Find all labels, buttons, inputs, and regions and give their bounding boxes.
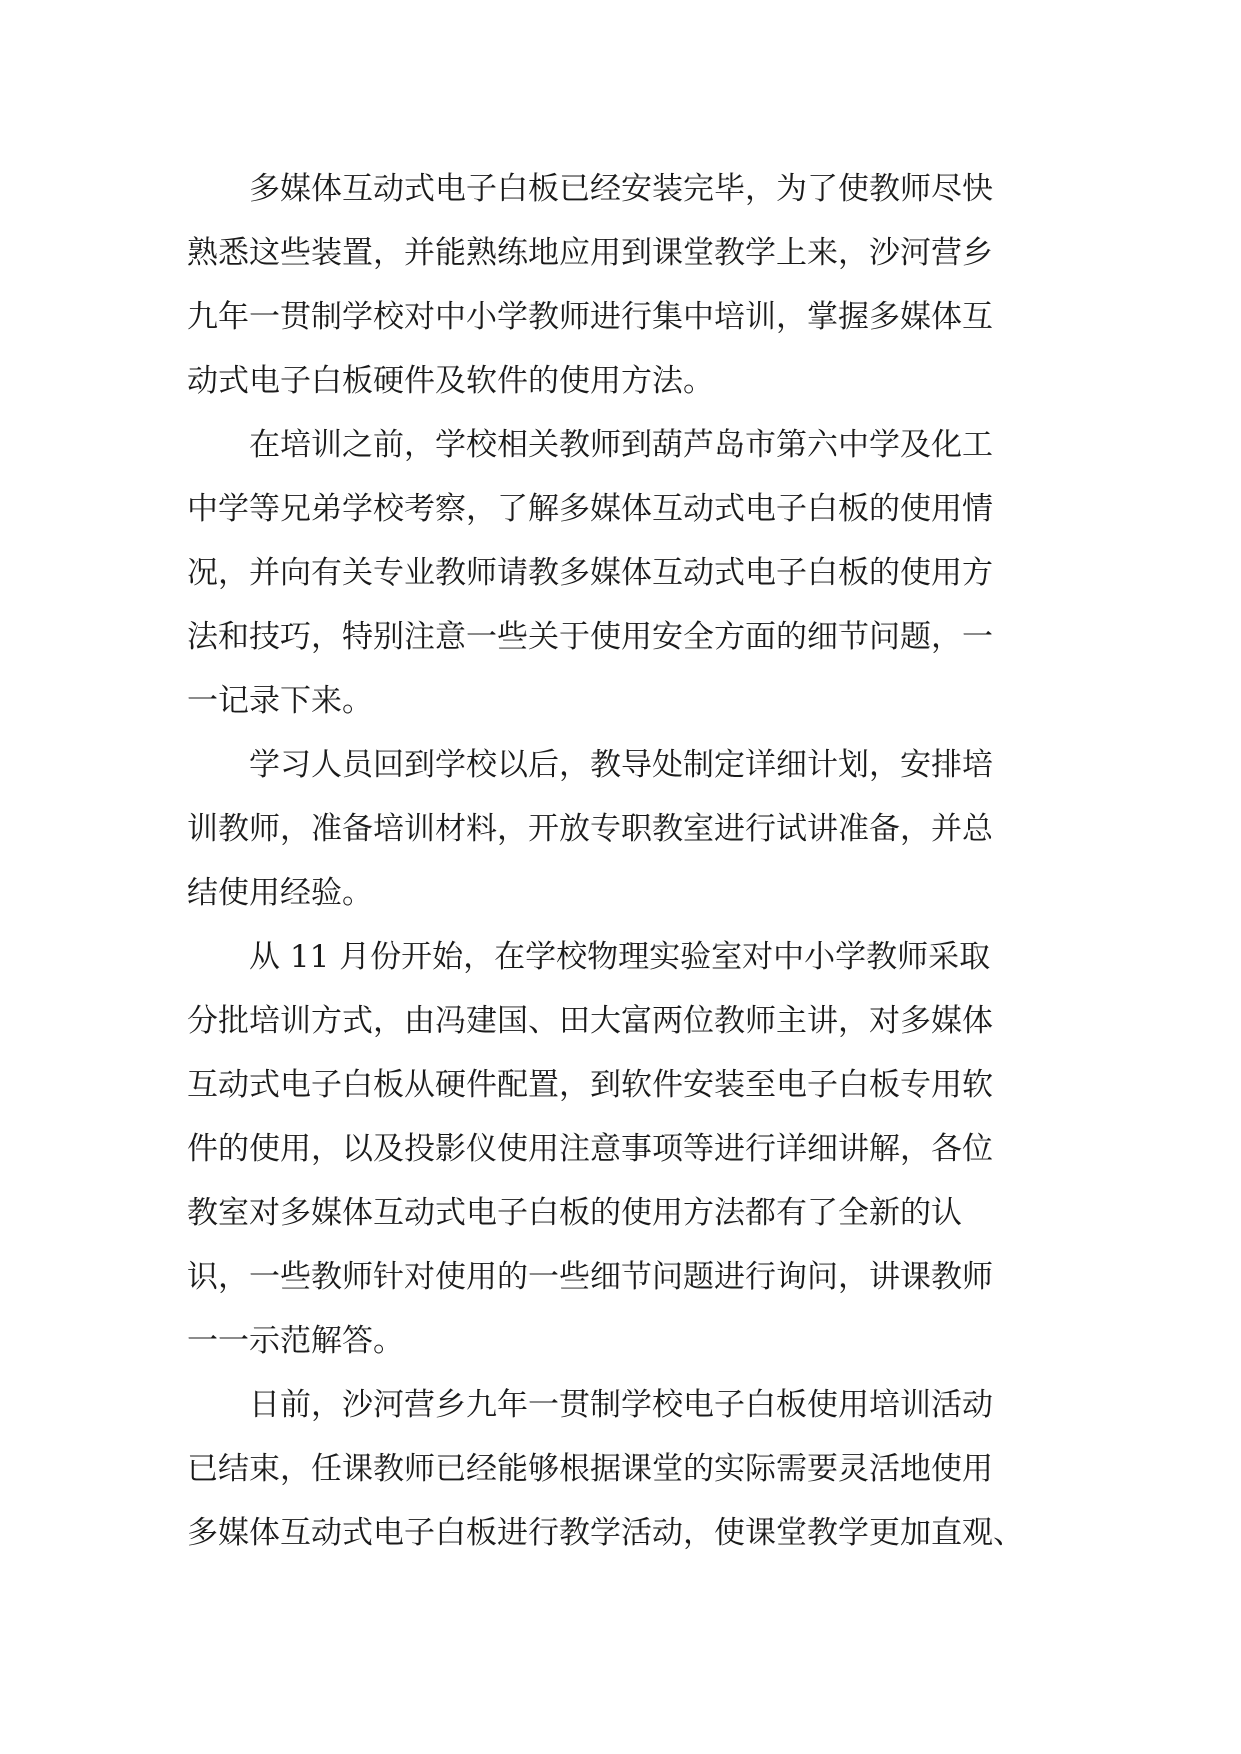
text-line: 熟悉这些装置，并能熟练地应用到课堂教学上来，沙河营乡 xyxy=(187,235,993,271)
paragraph xyxy=(187,157,1047,413)
text-line: 况，并向有关专业教师请教多媒体互动式电子白板的使用方 xyxy=(187,555,993,591)
text-line: 中学等兄弟学校考察，了解多媒体互动式电子白板的使用情 xyxy=(187,491,993,527)
text-line: 识，一些教师针对使用的一些细节问题进行询问，讲课教师 xyxy=(187,1259,993,1295)
text-line: 一记录下来。 xyxy=(187,683,373,719)
text-line: 一一示范解答。 xyxy=(187,1323,404,1359)
text-line: 结使用经验。 xyxy=(187,875,373,911)
text-line: 训教师，准备培训材料，开放专职教室进行试讲准备，并总 xyxy=(187,811,993,847)
text-line: 动式电子白板硬件及软件的使用方法。 xyxy=(187,363,714,399)
text-line: 教室对多媒体互动式电子白板的使用方法都有了全新的认 xyxy=(187,1195,962,1231)
text-line: 日前，沙河营乡九年一贯制学校电子白板使用培训活动 xyxy=(249,1387,993,1423)
text-line: 已结束，任课教师已经能够根据课堂的实际需要灵活地使用 xyxy=(187,1451,993,1487)
text-line: 多媒体互动式电子白板已经安装完毕，为了使教师尽快 xyxy=(249,171,993,207)
text-line: 在培训之前，学校相关教师到葫芦岛市第六中学及化工 xyxy=(249,427,993,463)
text-line: 学习人员回到学校以后，教导处制定详细计划，安排培 xyxy=(249,747,993,783)
text-line: 多媒体互动式电子白板进行教学活动，使课堂教学更加直观、 xyxy=(187,1515,1024,1551)
body-text xyxy=(187,157,1047,1565)
text-line: 法和技巧，特别注意一些关于使用安全方面的细节问题，一 xyxy=(187,619,993,655)
paragraph xyxy=(187,413,1047,733)
paragraph xyxy=(187,1373,1047,1565)
paragraph xyxy=(187,925,1047,1373)
paragraph xyxy=(187,733,1047,925)
text-line: 九年一贯制学校对中小学教师进行集中培训，掌握多媒体互 xyxy=(187,299,993,335)
text-line: 件的使用，以及投影仪使用注意事项等进行详细讲解，各位 xyxy=(187,1131,993,1167)
text-line: 从 11 月份开始，在学校物理实验室对中小学教师采取 xyxy=(249,939,991,975)
text-line: 互动式电子白板从硬件配置，到软件安装至电子白板专用软 xyxy=(187,1067,993,1103)
text-line: 分批培训方式，由冯建国、田大富两位教师主讲，对多媒体 xyxy=(187,1003,993,1039)
